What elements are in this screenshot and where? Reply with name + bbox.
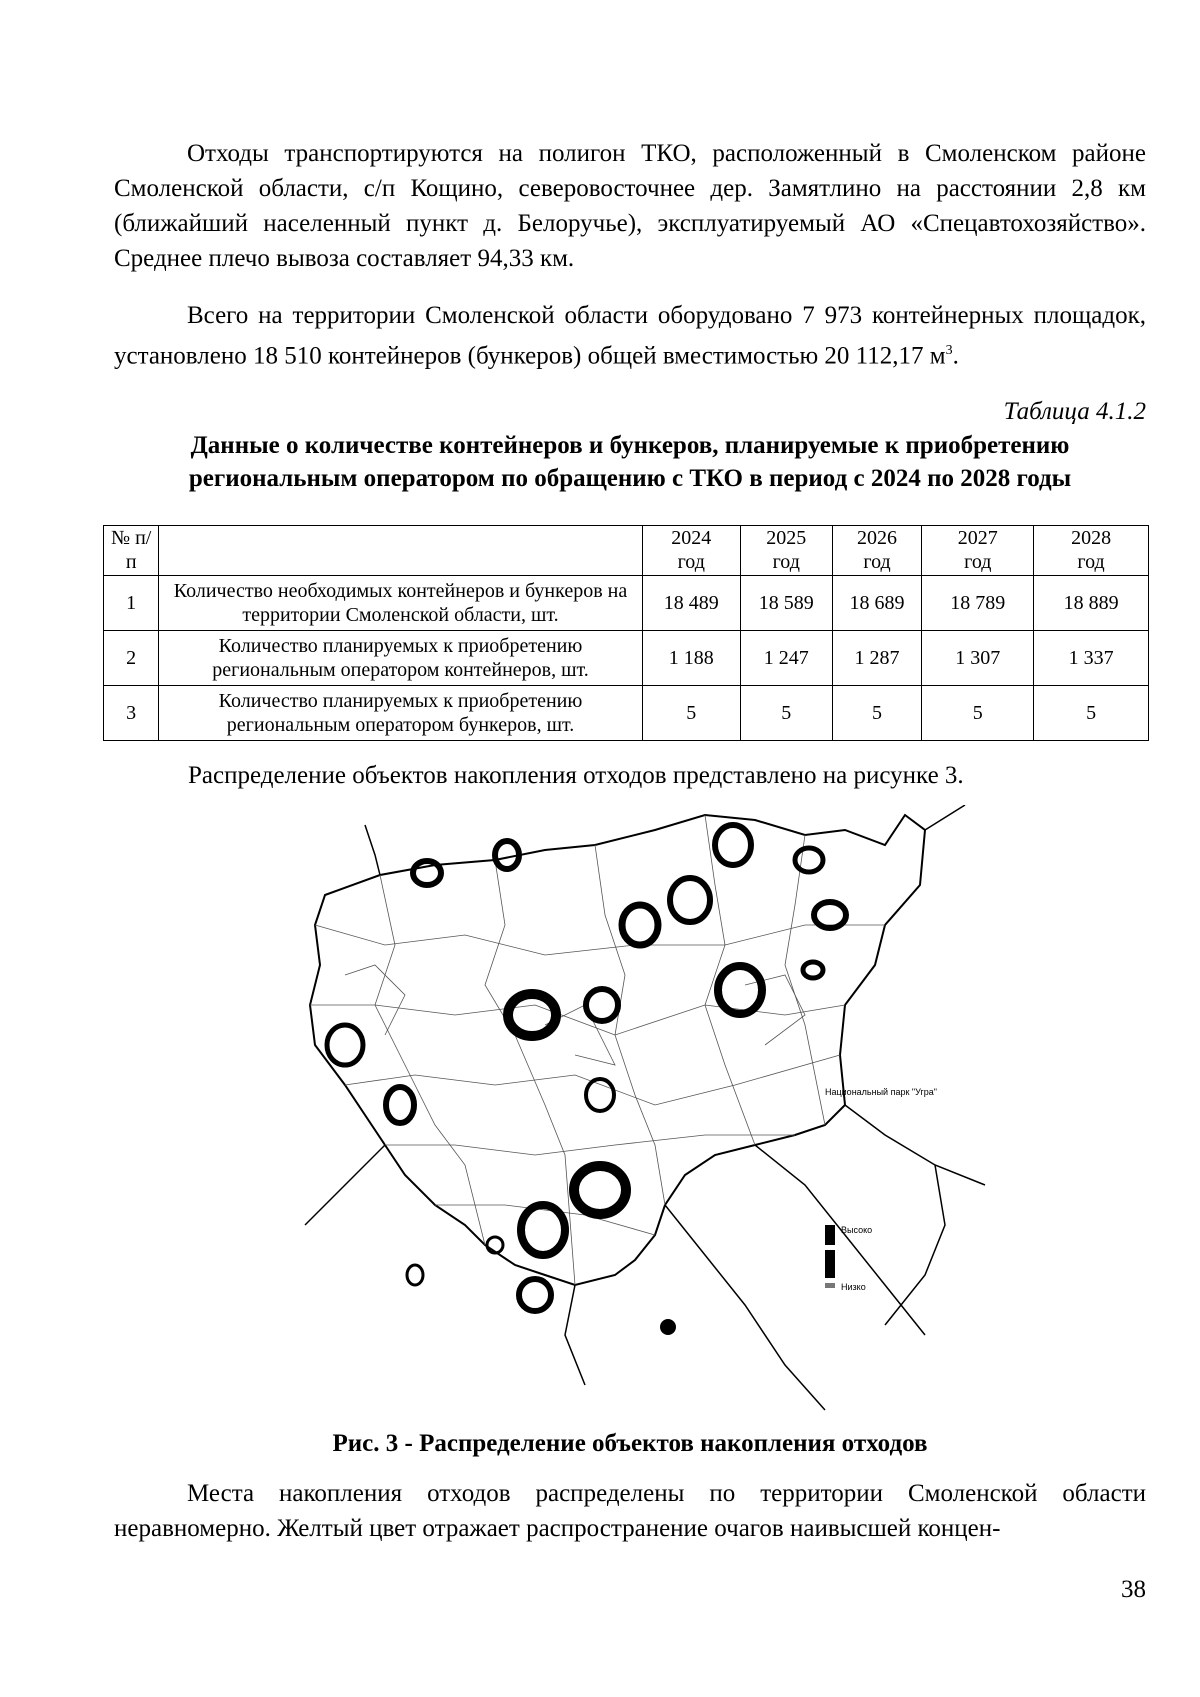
header-year-unit: год [863,551,891,573]
table-header-row [104,526,1149,576]
header-year-value: 2026 [857,527,898,549]
row-value: 18 889 [1034,576,1149,631]
header-year-value: 2028 [1071,527,1112,549]
row-label: Количество планируемых к приобретению региональным оператором бункеров, шт. [159,686,642,741]
row-value: 18 689 [832,576,922,631]
paragraph-end-dot: . [952,342,959,370]
park-label: Национальный парк "Угра" [825,1087,937,1097]
legend-high-label: Высоко [841,1225,873,1235]
row-value: 18 489 [642,576,740,631]
header-year-2025 [740,526,832,576]
roads-and-rivers [305,805,985,1410]
header-year-unit: год [964,551,992,573]
row-value: 5 [740,686,832,741]
row-value: 18 789 [922,576,1034,631]
header-year-2024 [642,526,740,576]
paragraph-container-sites [114,298,1146,373]
header-year-value: 2027 [957,527,998,549]
waste-distribution-map [285,805,990,1415]
region-outline [310,815,925,1285]
row-value: 5 [642,686,740,741]
row-value: 1 307 [922,631,1034,686]
table-row [104,631,1149,686]
paragraph-distribution: Места накопления отходов распределены по территории Смоленской области неравномерно. Желтый цвет отражает распространение очагов наивысшей концен- [114,1480,1146,1542]
header-year-2028 [1034,526,1149,576]
row-value: 1 188 [642,631,740,686]
figure-caption: Рис. 3 - Распределение объектов накопления отходов [332,1430,928,1457]
row-value: 18 589 [740,576,832,631]
row-value: 1 337 [1034,631,1149,686]
row-num: 3 [104,686,159,741]
header-year-value: 2025 [766,527,807,549]
table-row [104,686,1149,741]
header-year-value: 2024 [671,527,712,549]
row-value: 5 [832,686,922,741]
table-row [104,576,1149,631]
row-value: 1 287 [832,631,922,686]
map-legend [825,1225,872,1292]
hotspot-solid [660,1319,676,1335]
row-label: Количество планируемых к приобретению региональным оператором контейнеров, шт. [159,631,642,686]
header-year-2027 [922,526,1034,576]
header-year-2026 [832,526,922,576]
row-value: 5 [922,686,1034,741]
header-year-unit: год [1077,551,1105,573]
header-year-unit: год [677,551,705,573]
paragraph-container-sites-text: Всего на территории Смоленской области оборудовано 7 973 контейнерных площадок, установлено 18 510 контейнеров (бункеров) общей вместимостью 20 112,17 м [114,302,1146,370]
header-label-empty [159,526,642,576]
row-num: 2 [104,631,159,686]
hotspots [327,825,846,1311]
table-label: Таблица 4.1.2 [1003,398,1146,425]
row-label: Количество необходимых контейнеров и бункеров на территории Смоленской области, шт. [159,576,642,631]
row-value: 1 247 [740,631,832,686]
header-year-unit: год [772,551,800,573]
row-num: 1 [104,576,159,631]
containers-table [103,525,1149,741]
paragraph-waste-transport: Отходы транспортируются на полигон ТКО, расположенный в Смоленском районе Смоленской области, с/п Кощино, северовосточнее дер. Замятлино на расстоянии 2,8 км (ближайший населенный пункт д. Белоручье), эксплуатируемый АО «Спецавтохозяйство». Среднее плечо вывоза составляет 94,33 км. [114,140,1146,272]
page-number: 38 [1121,1576,1146,1603]
cubic-superscript: 3 [945,343,953,358]
table-title: Данные о количестве контейнеров и бункеров, планируемые к приобретению региональным оператором по обращению с ТКО в период с 2024 по 2028 годы [188,432,1072,492]
row-value: 5 [1034,686,1149,741]
figure-reference: Распределение объектов накопления отходов представлено на рисунке 3. [188,762,964,789]
header-num: № п/п [104,526,159,576]
legend-low-label: Низко [841,1282,866,1292]
